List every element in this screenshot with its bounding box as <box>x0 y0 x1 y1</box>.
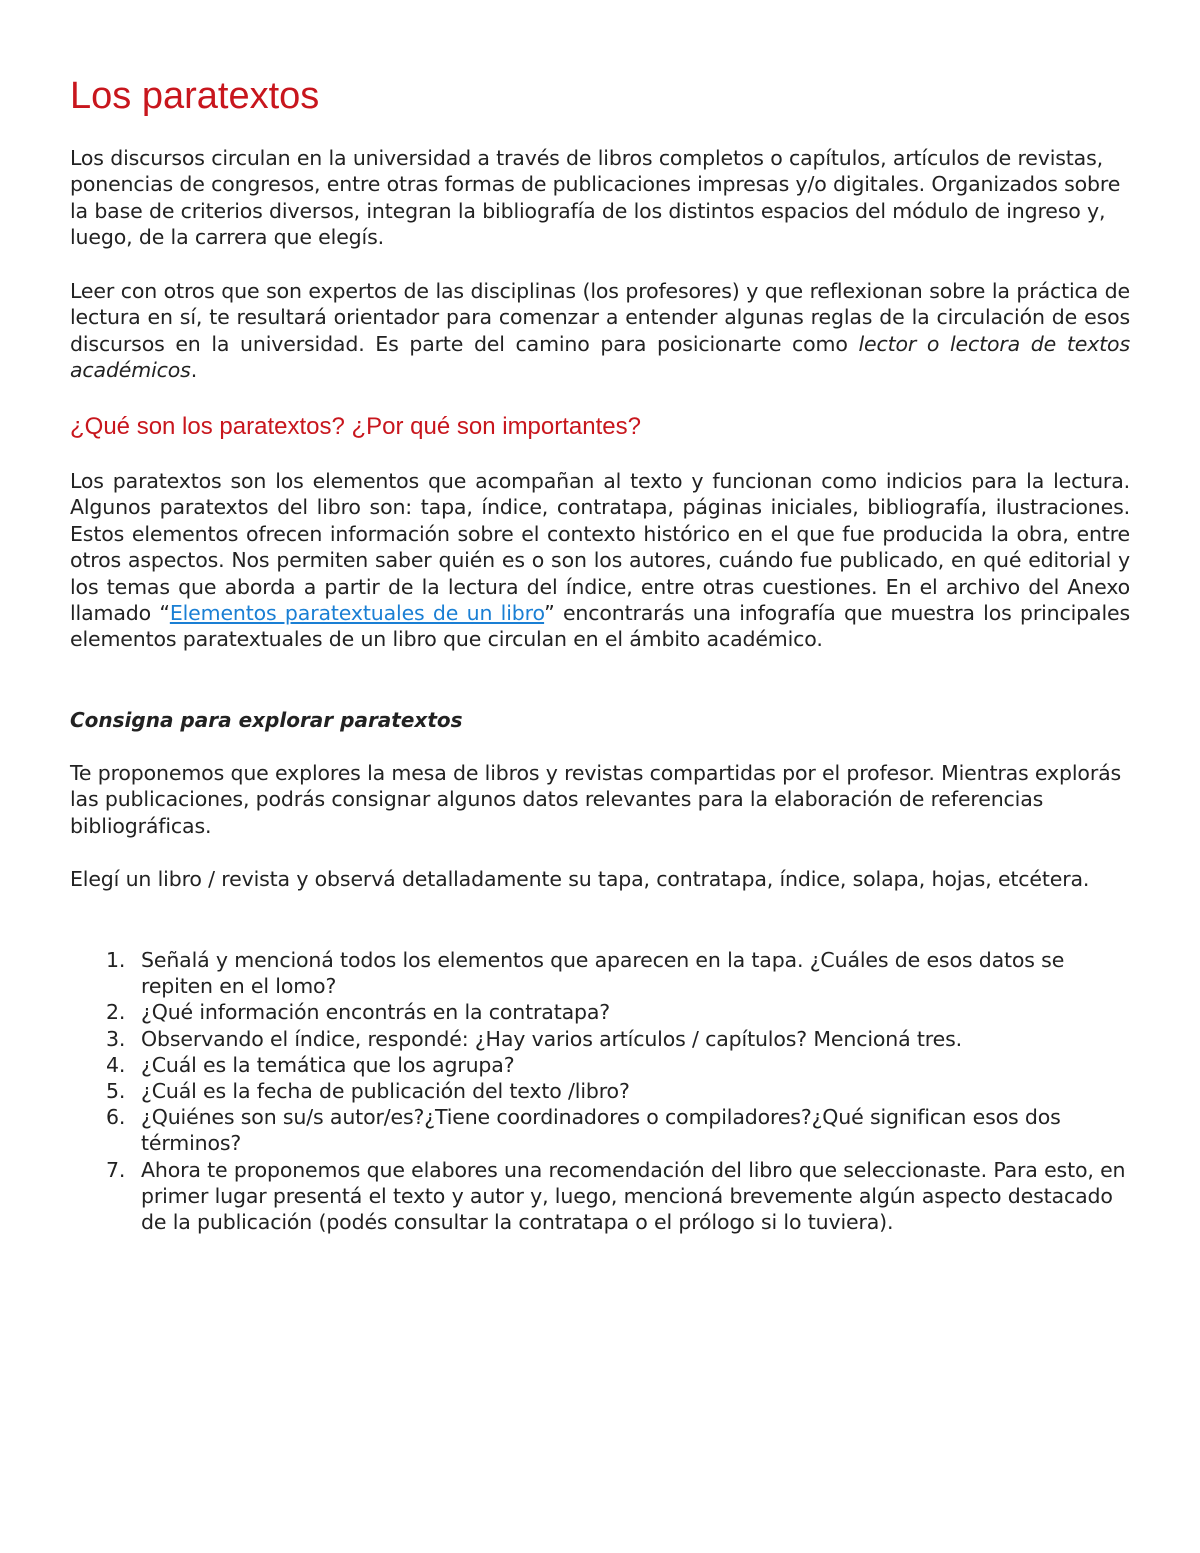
list-item-number: 7. <box>106 1157 126 1182</box>
list-item <box>70 1078 1130 1104</box>
list-item <box>70 1157 1130 1236</box>
list-item <box>70 1026 1130 1052</box>
intro-paragraph-1: Los discursos circulan en la universidad a través de libros completos o capítulos, artículos de revistas, ponencias de congresos, entre otras formas de publicaciones impresas y/o digitales. Organizados sobre la base de criterios diversos, integran la bibliografía de los distintos espacios del módulo de ingreso y, luego, de la carrera que elegís. <box>70 146 1121 250</box>
intro-paragraph-2 <box>70 278 1130 384</box>
consigna-paragraph-2: Elegí un libro / revista y observá detalladamente su tapa, contratapa, índice, solapa, hojas, etcétera. <box>70 867 1090 891</box>
list-item-number: 1. <box>106 948 126 972</box>
page-title: Los paratextos <box>70 75 320 117</box>
anexo-link[interactable]: Elementos paratextuales de un libro <box>169 601 545 626</box>
intro-paragraph-2-end: . <box>190 358 198 383</box>
intro-paragraph-2-italic: lector o lectora de textos académicos <box>70 331 1130 383</box>
section-paragraph-end: ” encontrarás una infografía que muestra los principales elementos paratextuales de un libro que circulan en el ámbito académico. <box>70 601 1130 652</box>
section-paragraph <box>70 468 1130 653</box>
list-item-number: 5. <box>106 1079 126 1104</box>
question-list <box>70 947 1130 1235</box>
list-item-number: 2. <box>106 1000 126 1025</box>
list-item-number: 4. <box>106 1052 126 1077</box>
list-item <box>70 1104 1130 1156</box>
intro-paragraph-2-text: Leer con otros que son expertos de las disciplinas (los profesores) y que reflexionan sobre la práctica de lectura en sí, te resultará orientador para comenzar a entender algunas reglas de la circulación de esos discursos en la universidad. Es parte del camino para posicionarte como <box>70 279 1130 356</box>
list-item-number: 3. <box>106 1026 126 1051</box>
list-item-text: ¿Quiénes son su/s autor/es?¿Tiene coordinadores o compiladores?¿Qué significan esos dos términos? <box>141 1105 1061 1156</box>
section-paragraph-text: Los paratextos son los elementos que acompañan al texto y funcionan como indicios para la lectura. Algunos paratextos del libro son: tapa, índice, contratapa, páginas iniciales, bibliografía, ilustraciones. Estos elementos ofrecen información sobre el contexto histórico en el que fue producida la obra, entre otros aspectos. Nos permiten saber quién es o son los autores, cuándo fue publicado, en qué editorial y los temas que aborda a partir de la lectura del índice, entre otras cuestiones. En el archivo del Anexo llamado “ <box>70 469 1130 626</box>
list-item-text: ¿Cuál es la fecha de publicación del texto /libro? <box>141 1079 630 1104</box>
section-heading: ¿Qué son los paratextos? ¿Por qué son importantes? <box>70 413 641 440</box>
list-item-text: Señalá y mencioná todos los elementos que aparecen en la tapa. ¿Cuáles de esos datos se repiten en el lomo? <box>141 948 1065 999</box>
list-item-text: ¿Qué información encontrás en la contratapa? <box>141 1000 611 1025</box>
list-item <box>70 999 1130 1025</box>
list-item <box>70 1052 1130 1078</box>
consigna-heading: Consigna para explorar paratextos <box>70 708 463 732</box>
consigna-paragraph-1: Te proponemos que explores la mesa de libros y revistas compartidas por el profesor. Mientras explorás las publicaciones, podrás consignar algunos datos relevantes para la elaboración de referencias bibliográficas. <box>70 761 1122 838</box>
list-item-text: Observando el índice, respondé: ¿Hay varios artículos / capítulos? Mencioná tres. <box>141 1026 962 1051</box>
list-item-text: Ahora te proponemos que elabores una recomendación del libro que seleccionaste. Para esto, en primer lugar presentá el texto y autor y, luego, mencioná brevemente algún aspecto destacado de la publicación (podés consultar la contratapa o el prólogo si lo tuviera). <box>141 1157 1126 1235</box>
list-item-number: 6. <box>106 1105 126 1130</box>
list-item-text: ¿Cuál es la temática que los agrupa? <box>141 1052 515 1077</box>
list-item <box>70 947 1130 999</box>
